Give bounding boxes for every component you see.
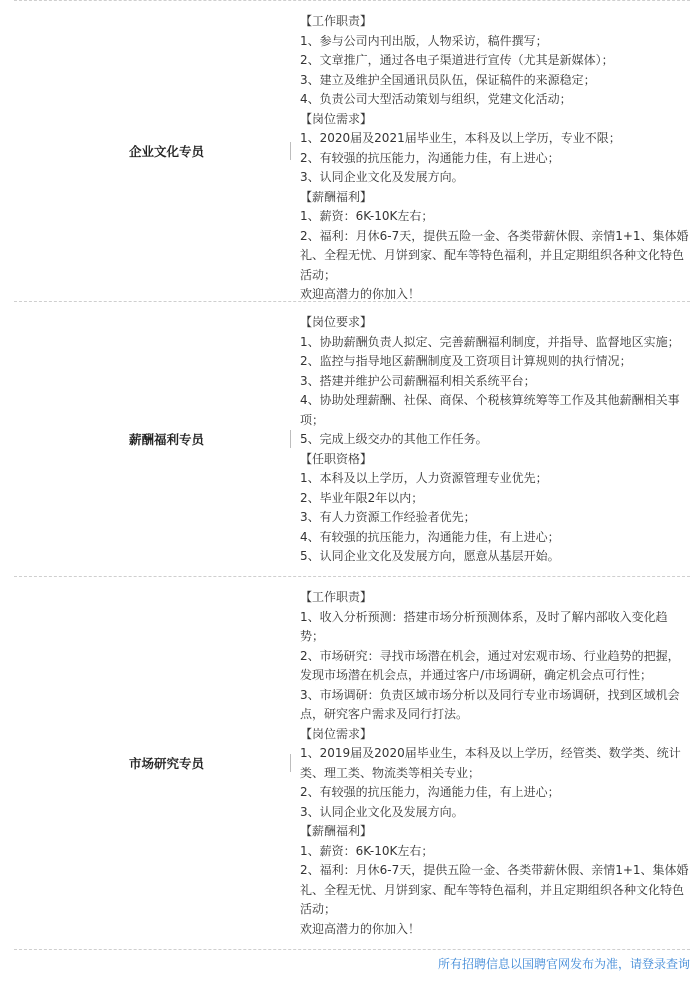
desc-line: 【薪酬福利】 <box>300 189 373 204</box>
job-row <box>14 302 690 577</box>
desc-line: 4、负责公司大型活动策划与组织，党建文化活动； <box>300 92 572 106</box>
desc-line: 欢迎高潜力的你加入！ <box>300 287 421 301</box>
desc-line: 2、监控与指导地区薪酬制度及工资项目计算规则的执行情况； <box>300 354 632 368</box>
job-row <box>14 0 690 302</box>
desc-line: 1、2019届及2020届毕业生，本科及以上学历，经管类、数学类、统计类、理工类、物流类等相关专业； <box>300 746 681 780</box>
desc-line: 1、参与公司内刊出版，人物采访，稿件撰写； <box>300 33 548 48</box>
column-separator <box>290 142 291 160</box>
desc-line: 3、市场调研：负责区域市场分析以及同行专业市场调研，找到区域机会点，研究客户需求及同行打法。 <box>300 687 680 721</box>
desc-line: 2、有较强的抗压能力，沟通能力佳，有上进心； <box>300 785 560 799</box>
desc-line: 【工作职责】 <box>300 14 373 28</box>
desc-line: 【岗位需求】 <box>300 726 373 741</box>
desc-line: 3、搭建并维护公司薪酬福利相关系统平台； <box>300 373 536 388</box>
job-description <box>299 302 690 575</box>
desc-line: 2、文章推广，通过各电子渠道进行宣传（尤其是新媒体）； <box>300 53 614 67</box>
job-title: 薪酬福利专员 <box>128 432 204 447</box>
column-separator <box>290 754 291 772</box>
desc-line: 1、本科及以上学历，人力资源管理专业优先； <box>300 471 548 485</box>
desc-line: 3、有人力资源工作经验者优先； <box>300 510 476 524</box>
desc-line: 2、福利：月休6-7天，提供五险一金、各类带薪休假、亲情1+1、集体婚礼、全程无忧、月饼到家、配车等特色福利，并且定期组织各种文化特色活动； <box>300 863 689 916</box>
job-title: 市场研究专员 <box>128 756 204 771</box>
desc-line: 1、协助薪酬负责人拟定、完善薪酬福利制度，并指导、监督地区实施； <box>300 334 680 349</box>
job-description <box>299 577 690 947</box>
column-separator <box>290 430 291 448</box>
desc-line: 3、建立及维护全国通讯员队伍，保证稿件的来源稳定； <box>300 72 596 87</box>
desc-line: 【薪酬福利】 <box>300 824 373 838</box>
desc-line: 欢迎高潜力的你加入！ <box>300 921 421 936</box>
desc-line: 4、协助处理薪酬、社保、商保、个税核算统筹等工作及其他薪酬相关事项； <box>300 393 680 427</box>
desc-line: 【任职资格】 <box>300 451 373 466</box>
desc-line: 1、收入分析预测：搭建市场分析预测体系，及时了解内部收入变化趋势； <box>300 609 668 643</box>
desc-line: 3、认同企业文化及发展方向。 <box>300 170 464 184</box>
desc-line: 2、毕业年限2年以内； <box>300 490 424 505</box>
desc-line: 1、薪资：6K-10K左右； <box>300 843 434 858</box>
desc-line: 4、有较强的抗压能力，沟通能力佳，有上进心； <box>300 529 560 544</box>
desc-line: 【岗位需求】 <box>300 111 373 126</box>
desc-line: 1、薪资：6K-10K左右； <box>300 209 434 223</box>
desc-line: 1、2020届及2021届毕业生，本科及以上学历，专业不限； <box>300 131 621 145</box>
desc-line: 5、认同企业文化及发展方向，愿意从基层开始。 <box>300 549 560 563</box>
desc-line: 【岗位要求】 <box>300 315 373 329</box>
job-row <box>14 577 690 950</box>
desc-line: 2、市场研究：寻找市场潜在机会，通过对宏观市场、行业趋势的把握，发现市场潜在机会点，并通过客户/市场调研，确定机会点可行性； <box>300 648 680 682</box>
desc-line: 5、完成上级交办的其他工作任务。 <box>300 432 488 446</box>
desc-line: 3、认同企业文化及发展方向。 <box>300 804 464 819</box>
desc-line: 2、有较强的抗压能力，沟通能力佳，有上进心； <box>300 150 560 165</box>
job-table <box>14 0 690 950</box>
footer-notice-link[interactable]: 所有招聘信息以国聘官网发布为准，请登录查询 <box>437 957 690 971</box>
desc-line: 【工作职责】 <box>300 590 373 604</box>
job-title: 企业文化专员 <box>128 144 204 159</box>
desc-line: 2、福利：月休6-7天，提供五险一金、各类带薪休假、亲情1+1、集体婚礼、全程无忧、月饼到家、配车等特色福利，并且定期组织各种文化特色活动； <box>300 228 689 282</box>
job-description <box>299 1 690 313</box>
